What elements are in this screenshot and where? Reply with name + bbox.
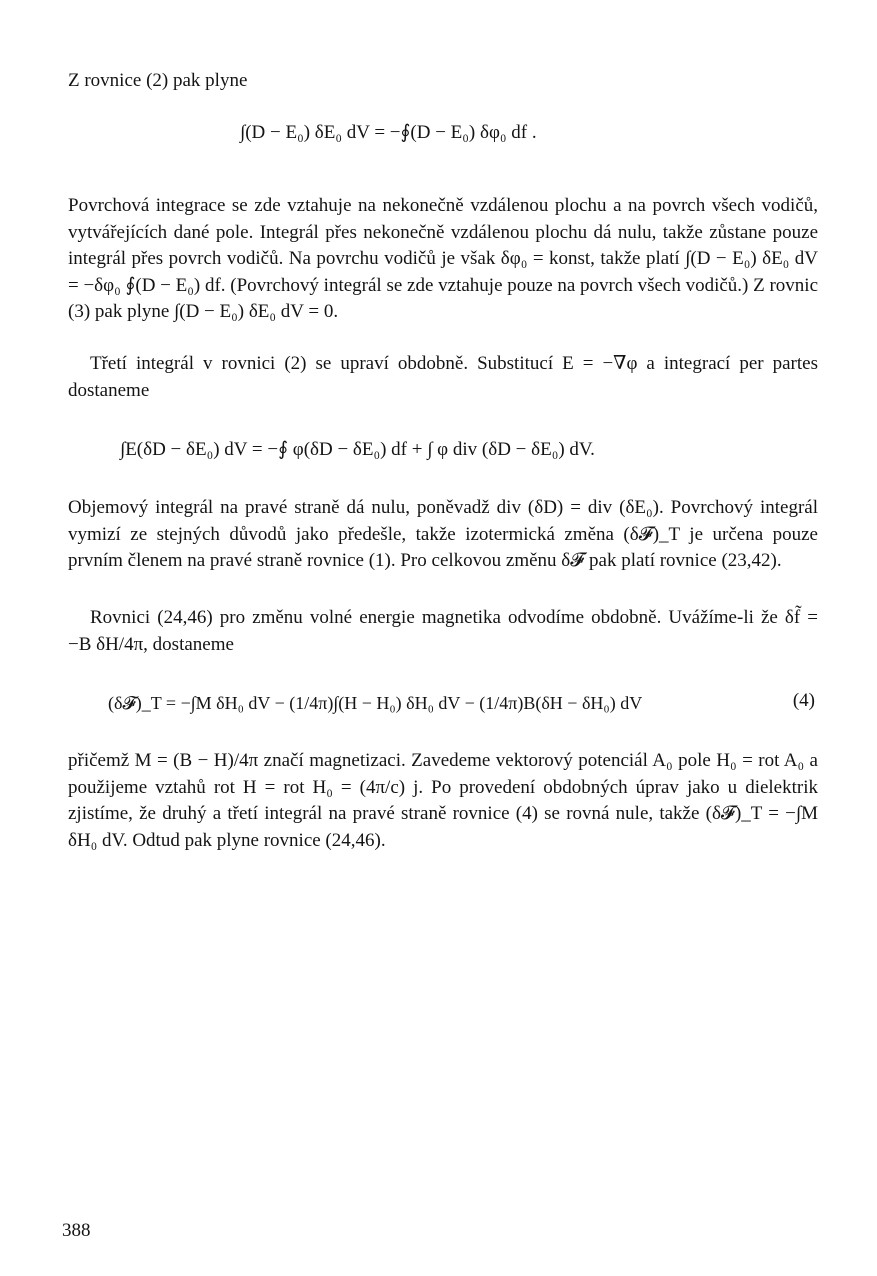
paragraph-5: přičemž M = (B − H)/4π značí magnetizaci. Zavedeme vektorový potenciál A₀ pole H₀ = rot A₀ a použijeme vztahů rot H = rot H₀ = (4π/c) j. Po provedení obdobných úprav jako u dielektrik zjistíme, že druhý a třetí integrál na pravé straně rovnice (4) se rovná nule, takže (δ𝓕)_T = −∫M δH₀ dV. Odtud pak plyne rovnice (24,46).	[68, 750, 818, 851]
intro-line: Z rovnice (2) pak plyne	[68, 70, 248, 91]
equation-3-number: (4)	[792, 690, 815, 711]
paragraph-4: Rovnici (24,46) pro změnu volné energie magnetika odvodíme obdobně. Uvážíme-li že δf̃ = −B δH/4π, dostaneme	[68, 607, 818, 655]
equation-2: ∫E(δD − δE₀) dV = −∮ φ(δD − δE₀) df + ∫ φ div (δD − δE₀) dV.	[120, 439, 595, 460]
paragraph-2: Třetí integrál v rovnici (2) se upraví obdobně. Substitucí E = −∇φ a integrací per partes dostaneme	[68, 353, 818, 401]
page-number: 388	[62, 1220, 91, 1241]
equation-3: (δ𝓕)_T = −∫M δH₀ dV − (1/4π)∫(H − H₀) δH₀ dV − (1/4π)B(δH − δH₀) dV	[108, 693, 643, 713]
paragraph-3: Objemový integrál na pravé straně dá nulu, poněvadž div (δD) = div (δE₀). Povrchový integrál vymizí ze stejných důvodů jako předešle, takže izotermická změna (δ𝓕)_T je určena pouze prvním členem na pravé straně rovnice (1). Pro celkovou změnu δ𝓕 pak platí rovnice (23,42).	[68, 497, 818, 572]
paragraph-1: Povrchová integrace se zde vztahuje na nekonečně vzdálenou plochu a na povrch všech vodičů, vytvářejících dané pole. Integrál přes nekonečně vzdálenou plochu dá nulu, takže zůstane pouze integrál přes povrch vodičů. Na povrchu vodičů je však δφ₀ = konst, takže platí ∫(D − E₀) δE₀ dV = −δφ₀ ∮(D − E₀) df. (Povrchový integrál se zde vztahuje pouze na povrch všech vodičů.) Z rovnic (3) pak plyne ∫(D − E₀) δE₀ dV = 0.	[68, 195, 819, 323]
equation-1: ∫(D − E₀) δE₀ dV = −∮(D − E₀) δφ₀ df .	[240, 122, 537, 143]
